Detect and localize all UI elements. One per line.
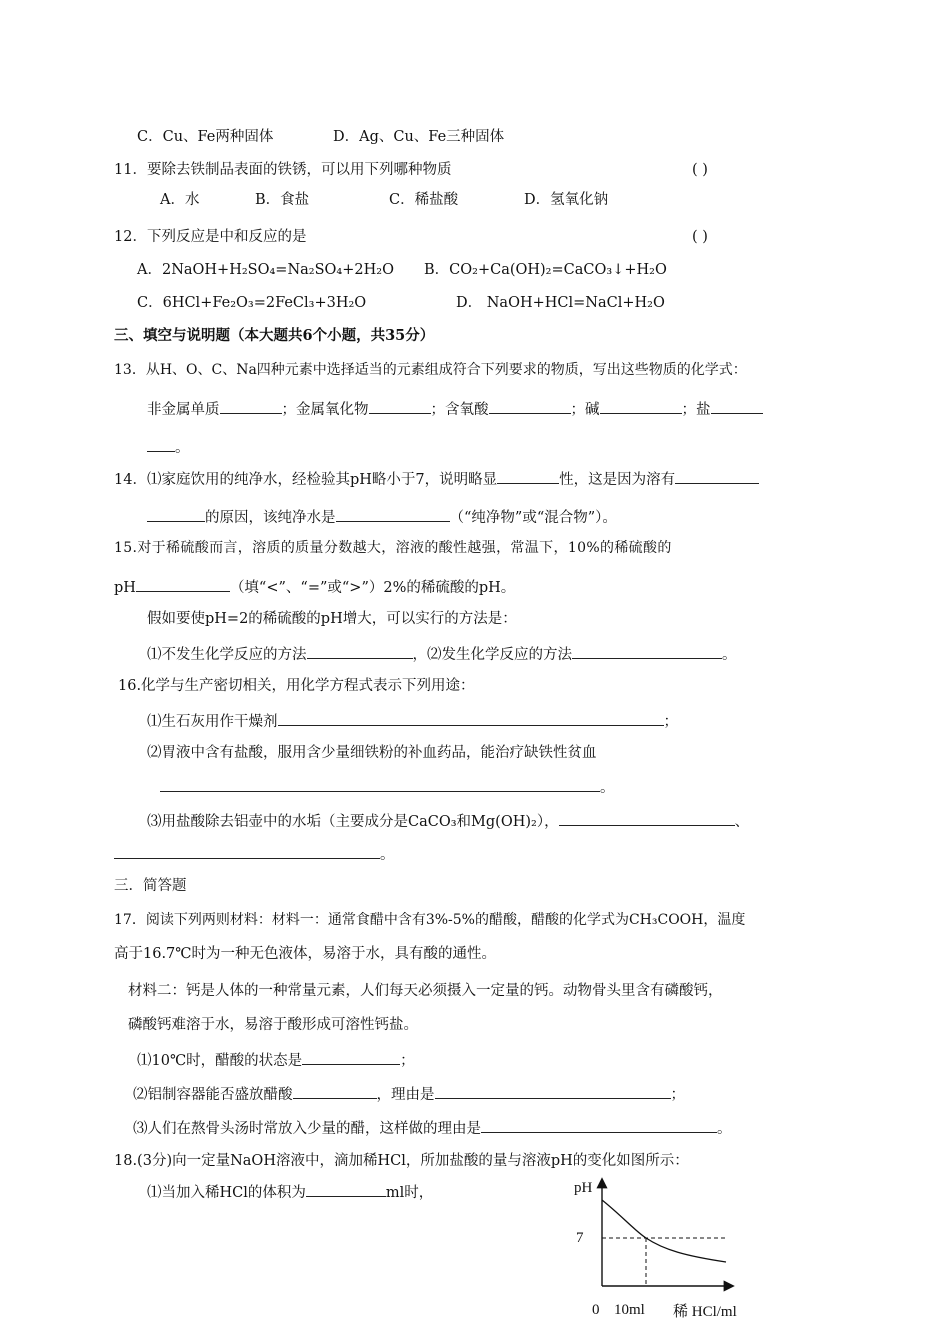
q14-blank-dissolved-cont[interactable] [147, 506, 205, 522]
q12-option-c: C．6HCl+Fe₂O₃=2FeCl₃+3H₂O [137, 295, 367, 311]
q16-end-1: ； [663, 714, 678, 730]
ph-titration-graph [560, 1170, 760, 1335]
q16-blank-1[interactable] [278, 710, 664, 726]
q17-end-3: 。 [717, 1121, 732, 1137]
q18-stem: 18.(3分)向一定量NaOH溶液中，滴加稀HCl，所加盐酸的量与溶液pH的变化如图所示： [114, 1153, 689, 1169]
x-tick-10ml: 10ml [614, 1302, 645, 1318]
q12-option-d: D． NaOH+HCl=NaCl+H₂O [456, 295, 665, 311]
q12-stem: 12．下列反应是中和反应的是 [114, 229, 307, 245]
q17-text-1: ⑴10℃时，醋酸的状态是 [137, 1053, 303, 1069]
q11-option-d: D．氢氧化钠 [524, 192, 609, 208]
q16-part-3-answer [114, 843, 395, 865]
q17-blank-vinegar-reason[interactable] [481, 1117, 717, 1133]
y-axis-label: pH [574, 1180, 593, 1196]
section-3-title: 三、填空与说明题（本大题共6个小题，共35分） [114, 327, 435, 344]
y-tick-7: 7 [576, 1230, 584, 1246]
q13-blank-base[interactable] [600, 398, 682, 414]
q14-blank-dissolved[interactable] [675, 468, 759, 484]
q17-blank-state[interactable] [302, 1049, 400, 1065]
q13-end-mark: 。 [175, 440, 190, 456]
q17-part-2 [133, 1083, 685, 1105]
q13-blank-salt[interactable] [711, 398, 763, 414]
origin-label: 0 [592, 1302, 600, 1318]
q14-blank-acidity[interactable] [497, 468, 559, 484]
q14-text-2a: 的原因，该纯净水是 [205, 510, 336, 526]
x-axis-label: 稀 HCl/ml [673, 1304, 737, 1320]
q16-text-1: ⑴生石灰用作干燥剂 [147, 714, 278, 730]
q16-blank-2[interactable] [160, 776, 600, 792]
q17-line-4: 磷酸钙难溶于水，易溶于酸形成可溶性钙盐。 [128, 1017, 418, 1033]
q17-text-3: ⑶人们在熬骨头汤时常放入少量的醋，这样做的理由是 [133, 1121, 481, 1137]
q11-answer-paren: ( ) [692, 162, 708, 178]
q13-label-base: ；碱 [570, 402, 600, 418]
ph-curve [602, 1200, 726, 1262]
q15-blank-compare[interactable] [136, 576, 230, 592]
q18-text-1a: ⑴当加入稀HCl的体积为 [147, 1185, 306, 1201]
q15-text-2a: pH [114, 580, 136, 596]
q17-end-1: ； [400, 1053, 415, 1069]
q17-line-3: 材料二：钙是人体的一种常量元素，人们每天必须摄入一定量的钙。动物骨头里含有磷酸钙， [128, 983, 723, 999]
q13-line-1 [147, 398, 763, 420]
q15-line-3: 假如要使pH=2的稀硫酸的pH增大，可以实行的方法是： [147, 611, 517, 627]
q15-line-4 [147, 643, 737, 665]
q13-label-salt: ；盐 [681, 402, 711, 418]
q13-blank-nonmetal[interactable] [220, 398, 282, 414]
q11-option-a: A．水 [160, 192, 200, 208]
q15-text-4b: ，⑵发生化学反应的方法 [412, 647, 572, 663]
q14-text-2b: （“纯净物”或“混合物”）。 [449, 510, 617, 526]
q17-text-2b: ，理由是 [376, 1087, 435, 1103]
q13-label-nonmetal: 非金属单质 [147, 402, 220, 418]
q16-text-3: ⑶用盐酸除去铝壶中的水垢（主要成分是CaCO₃和Mg(OH)₂）， [147, 814, 559, 830]
q16-blank-3b[interactable] [114, 843, 380, 859]
q15-blank-physical[interactable] [307, 643, 413, 659]
q16-blank-3a[interactable] [559, 810, 735, 826]
q11-option-c: C．稀盐酸 [389, 192, 459, 208]
q17-blank-reason[interactable] [435, 1083, 671, 1099]
q13-blank-metal-oxide[interactable] [369, 398, 431, 414]
q13-blank-oxyacid[interactable] [489, 398, 571, 414]
q14-text-1a: 14．⑴家庭饮用的纯净水，经检验其pH略小于7，说明略显 [114, 472, 498, 488]
q15-text-2b: （填“<”、“=”或“>”）2%的稀硫酸的pH。 [229, 580, 516, 596]
q15-text-4c: 。 [722, 647, 737, 663]
q18-text-1b: ml时， [385, 1185, 434, 1201]
q13-line-2 [147, 436, 190, 458]
q10-option-c: C．Cu、Fe两种固体 [137, 129, 274, 145]
q17-part-3 [133, 1117, 732, 1139]
q16-part-3 [147, 810, 749, 832]
q15-line-2 [114, 576, 515, 598]
q10-option-d: D．Ag、Cu、Fe三种固体 [333, 129, 505, 145]
q15-line-1: 15.对于稀硫酸而言，溶质的质量分数越大，溶液的酸性越强，常温下，10%的稀硫酸的 [114, 540, 672, 556]
section-short-answer: 三．简答题 [114, 878, 187, 894]
q11-option-b: B．食盐 [255, 192, 310, 208]
q17-text-2a: ⑵铝制容器能否盛放醋酸 [133, 1087, 293, 1103]
q13-blank-salt-cont[interactable] [147, 436, 175, 452]
q17-line-1: 17．阅读下列两则材料：材料一：通常食醋中含有3%-5%的醋酸，醋酸的化学式为CH₃COOH，温度 [114, 912, 746, 928]
q14-blank-type[interactable] [336, 506, 450, 522]
q17-end-2: ； [670, 1087, 685, 1103]
q18-part-1 [147, 1181, 433, 1203]
q16-end-2: 。 [600, 780, 615, 796]
q12-option-a: A．2NaOH+H₂SO₄=Na₂SO₄+2H₂O [137, 262, 394, 278]
q13-label-metal-oxide: ；金属氧化物 [281, 402, 369, 418]
q12-answer-paren: ( ) [692, 229, 708, 245]
q16-stem: 16.化学与生产密切相关，用化学方程式表示下列用途： [118, 678, 475, 694]
q17-line-2: 高于16.7℃时为一种无色液体，易溶于水，具有酸的通性。 [114, 946, 497, 962]
q13-label-oxyacid: ；含氧酸 [430, 402, 489, 418]
q13-stem: 13．从H、O、C、Na四种元素中选择适当的元素组成符合下列要求的物质，写出这些物质的化学式： [114, 362, 747, 378]
q11-stem: 11．要除去铁制品表面的铁锈，可以用下列哪种物质 [114, 162, 452, 178]
q16-part-2: ⑵胃液中含有盐酸，服用含少量细铁粉的补血药品，能治疗缺铁性贫血 [147, 745, 597, 761]
q17-blank-can-hold[interactable] [293, 1083, 377, 1099]
q15-text-4a: ⑴不发生化学反应的方法 [147, 647, 307, 663]
q17-part-1 [137, 1049, 415, 1071]
q16-part-1 [147, 710, 678, 732]
q16-end-3a: 、 [734, 814, 750, 830]
q14-text-1b: 性，这是因为溶有 [559, 472, 676, 488]
q18-blank-volume[interactable] [306, 1181, 386, 1197]
q16-part-2-answer [160, 776, 615, 798]
q16-end-3b: 。 [380, 847, 395, 863]
q12-option-b: B．CO₂+Ca(OH)₂=CaCO₃↓+H₂O [424, 262, 667, 278]
q15-blank-chemical[interactable] [572, 643, 722, 659]
q14-line-1 [114, 468, 759, 490]
q14-line-2 [147, 506, 617, 528]
